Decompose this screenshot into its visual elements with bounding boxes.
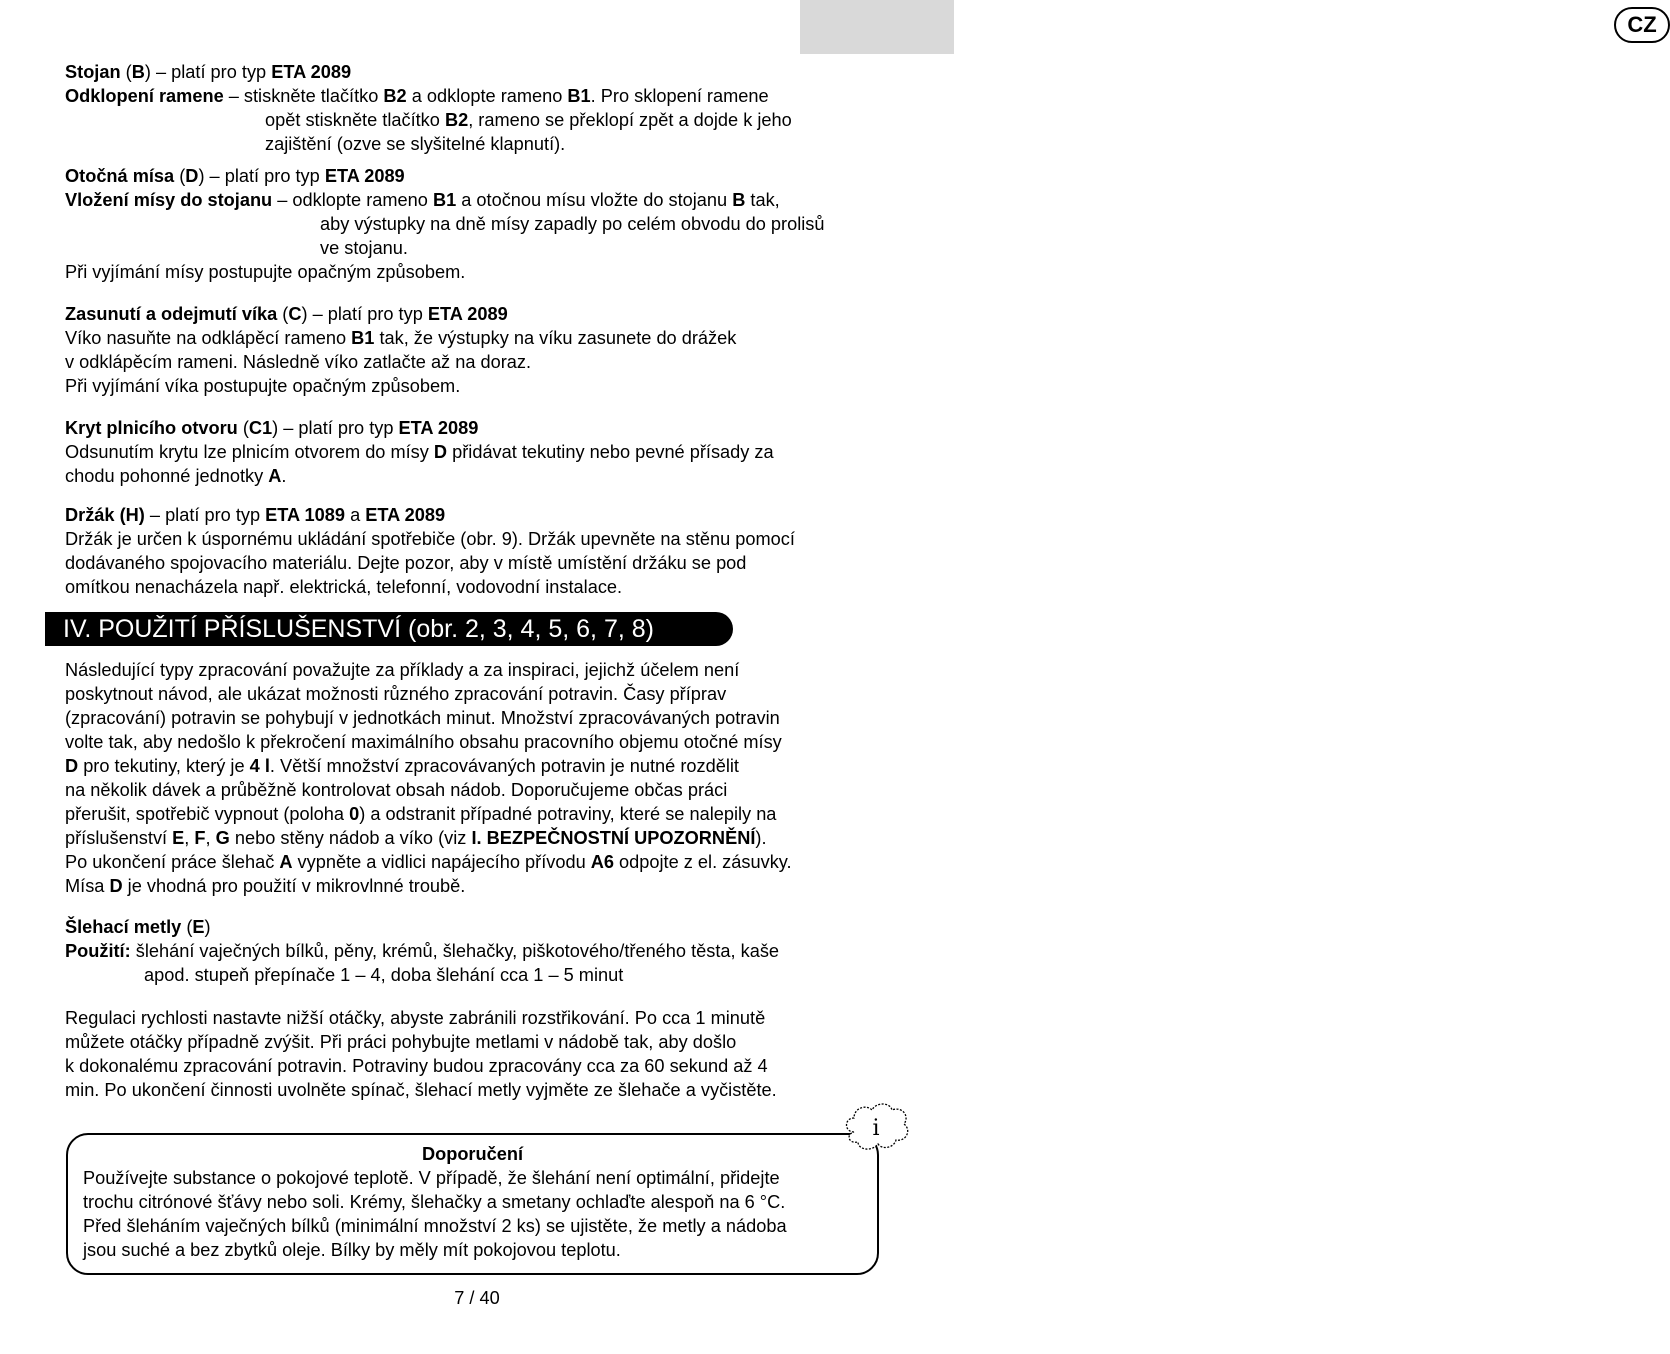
recommendation-title: Doporučení <box>421 1144 524 1164</box>
intro-line: poskytnout návod, ale ukázat možnosti různého zpracování potravin. Časy příprav <box>65 684 727 704</box>
misa-line-1: Vložení mísy do stojanu – odklopte rameno B1 a otočnou mísu vložte do stojanu B tak, <box>65 190 780 210</box>
viko-heading: Zasunutí a odejmutí víka (C) – platí pro typ ETA 2089 <box>65 304 508 324</box>
drzak-line-2: dodávaného spojovacího materiálu. Dejte pozor, aby v místě umístění držáku se pod <box>65 553 747 573</box>
intro-line: Mísa D je vhodná pro použití v mikrovlnné troubě. <box>65 876 466 896</box>
kryt-line-1: Odsunutím krytu lze plnicím otvorem do mísy D přidávat tekutiny nebo pevné přísady za <box>65 442 774 462</box>
intro-line: D pro tekutiny, který je 4 l. Větší množství zpracovávaných potravin je nutné rozdělit <box>65 756 739 776</box>
kryt-line-2: chodu pohonné jednotky A. <box>65 466 287 486</box>
stojan-section <box>65 60 792 156</box>
language-tab <box>800 0 1657 54</box>
recommendation-line: Před šleháním vaječných bílků (minimální množství 2 ks) se ujistěte, že metly a nádoba <box>83 1216 787 1236</box>
kryt-heading: Kryt plnicího otvoru (C1) – platí pro typ ETA 2089 <box>65 418 479 438</box>
viko-line-3: Při vyjímání víka postupujte opačným způsobem. <box>65 376 461 396</box>
metly-usage-line-2: apod. stupeň přepínače 1 – 4, doba šlehání cca 1 – 5 minut <box>144 965 624 985</box>
misa-line-4: Při vyjímání mísy postupujte opačným způsobem. <box>65 262 466 282</box>
kryt-section <box>65 416 774 488</box>
stojan-line-1: Odklopení ramene – stiskněte tlačítko B2 a odklopte rameno B1. Pro sklopení ramene <box>65 86 769 106</box>
section-heading: IV. POUŽITÍ PŘÍSLUŠENSTVÍ (obr. 2, 3, 4, 5, 6, 7, 8) <box>45 612 733 646</box>
misa-line-2: aby výstupky na dně mísy zapadly po celém obvodu do prolisů <box>320 214 825 234</box>
misa-heading: Otočná mísa (D) – platí pro typ ETA 2089 <box>65 166 405 186</box>
recommendation-line: jsou suché a bez zbytků oleje. Bílky by měly mít pokojovou teplotu. <box>83 1240 621 1260</box>
drzak-line-3: omítkou nenacházela např. elektrická, telefonní, vodovodní instalace. <box>65 577 623 597</box>
intro-line: Po ukončení práce šlehač A vypněte a vidlici napájecího přívodu A6 odpojte z el. zásuvky. <box>65 852 792 872</box>
drzak-line-1: Držák je určen k úspornému ukládání spotřebiče (obr. 9). Držák upevněte na stěnu pomocí <box>65 529 795 549</box>
recommendation-line: Používejte substance o pokojové teplotě. V případě, že šlehání není optimální, přidejte <box>83 1168 780 1188</box>
info-cloud-icon <box>842 1102 910 1154</box>
misa-section <box>65 164 824 284</box>
intro-line: přerušit, spotřebič vypnout (poloha 0) a odstranit případné potraviny, které se nalepily na <box>65 804 777 824</box>
viko-line-1: Víko nasuňte na odklápěcí rameno B1 tak, že výstupky na víku zasunete do drážek <box>65 328 737 348</box>
regulation-line: min. Po ukončení činnosti uvolněte spínač, šlehací metly vyjměte ze šlehače a vyčistěte. <box>65 1080 777 1100</box>
regulation-line: k dokonalému zpracování potravin. Potraviny budou zpracovány cca za 60 sekund až 4 <box>65 1056 768 1076</box>
intro-line: Následující typy zpracování považujte za příklady a za inspiraci, jejichž účelem není <box>65 660 740 680</box>
regulation-line: můžete otáčky případně zvýšit. Při práci pohybujte metlami v nádobě tak, aby došlo <box>65 1032 737 1052</box>
page-number: 7 / 40 <box>454 1288 500 1308</box>
misa-line-3: ve stojanu. <box>320 238 408 258</box>
drzak-section <box>65 503 795 599</box>
regulation-line: Regulaci rychlosti nastavte nižší otáčky, abyste zabránili rozstřikování. Po cca 1 minutě <box>65 1008 766 1028</box>
stojan-line-2: opět stiskněte tlačítko B2, rameno se překlopí zpět a dojde k jeho <box>265 110 792 130</box>
info-letter: i <box>872 1116 880 1141</box>
language-badge: CZ <box>1614 7 1670 43</box>
intro-paragraph <box>65 658 792 898</box>
intro-line: (zpracování) potravin se pohybují v jednotkách minut. Množství zpracovávaných potravin <box>65 708 780 728</box>
metly-heading: Šlehací metly (E) <box>65 917 211 937</box>
stojan-line-3: zajištění (ozve se slyšitelné klapnutí). <box>265 134 566 154</box>
metly-regulation-paragraph <box>65 1006 777 1102</box>
intro-line: volte tak, aby nedošlo k překročení maximálního obsahu pracovního objemu otočné mísy <box>65 732 782 752</box>
viko-section <box>65 302 736 398</box>
intro-line: na několik dávek a průběžně kontrolovat obsah nádob. Doporučujeme občas práci <box>65 780 728 800</box>
drzak-heading: Držák (H) – platí pro typ ETA 1089 a ETA 2089 <box>65 505 446 525</box>
recommendation-body <box>83 1166 787 1262</box>
viko-line-2: v odklápěcím rameni. Následně víko zatlačte až na doraz. <box>65 352 532 372</box>
stojan-heading: Stojan (B) – platí pro typ ETA 2089 <box>65 62 352 82</box>
recommendation-box <box>66 1133 879 1275</box>
metly-usage-line-1: Použití: šlehání vaječných bílků, pěny, krémů, šlehačky, piškotového/třeného těsta, kaše <box>65 941 780 961</box>
intro-line: příslušenství E, F, G nebo stěny nádob a víko (viz I. BEZPEČNOSTNÍ UPOZORNĚNÍ). <box>65 828 767 848</box>
recommendation-line: trochu citrónové šťávy nebo soli. Krémy, šlehačky a smetany ochlaďte alespoň na 6 °C. <box>83 1192 786 1212</box>
metly-section <box>65 915 779 987</box>
